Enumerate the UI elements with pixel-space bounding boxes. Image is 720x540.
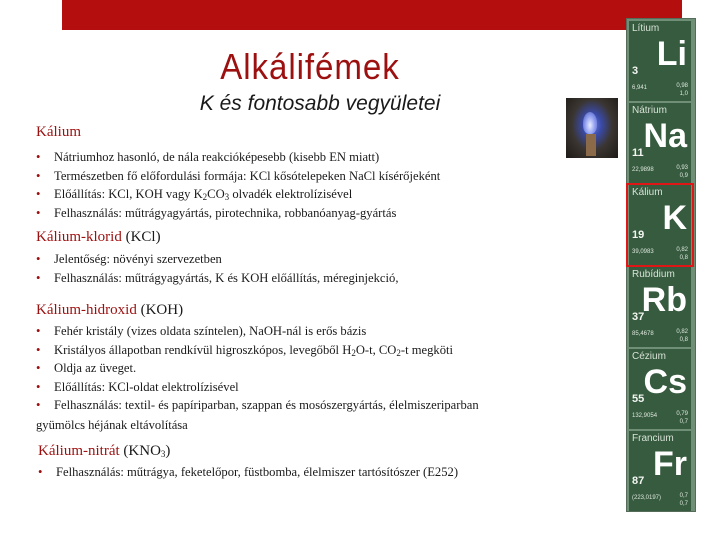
list-item: • Előállítás: KCl-oldat elektrolízisével xyxy=(36,379,239,394)
list-item: • Fehér kristály (vizes oldata színtelen), NaOH-nál is erős bázis xyxy=(36,324,367,338)
list-item: • Természetben fő előfordulási formája: KCl kősótelepeken NaCl kísérőjeként xyxy=(36,168,441,183)
kcl-heading: Kálium-klorid (KCl) xyxy=(36,229,161,245)
list-item: • Felhasználás: műtrágyagyártás, K és KOH előállítás, méreginjekció, xyxy=(36,270,399,285)
list-item: • Felhasználás: műtrágyagyártás, pirotechnika, robbanóanyag-gyártás xyxy=(36,205,397,220)
kalium-highlight-frame xyxy=(626,183,694,267)
flame-icon xyxy=(583,112,597,134)
top-banner xyxy=(62,0,682,30)
kcl-list xyxy=(36,250,398,287)
list-item: • Kristályos állapotban rendkívül higroszkópos, levegőből $H_2O-t$, $CO_2-t$ megköti xyxy=(36,342,454,358)
element-cell-rb: Rubídium Rb 37 85,4678 0,82 0,8 xyxy=(629,267,691,347)
kno3-heading: Kálium-nitrát $(KNO_3)$ xyxy=(38,443,171,459)
list-item: • Jelentőség: növényi szervezetben xyxy=(36,252,222,266)
element-cell-na: Nátrium Na 11 22,9898 0,93 0,9 xyxy=(629,103,691,183)
list-item: • Oldja az üveget. xyxy=(36,361,137,376)
element-cell-fr: Francium Fr 87 (223,0197) 0,7 0,7 xyxy=(629,431,691,511)
koh-list xyxy=(36,322,479,415)
element-cell-k: Kálium K 19 39,0983 0,82 0,8 xyxy=(629,185,691,265)
list-item: • Felhasználás: műtrágya, feketelőpor, füstbomba, élelmiszer tartósítószer (E252) xyxy=(38,465,459,479)
element-cell-li: Lítium Li 3 6,941 0,98 1,0 xyxy=(629,21,691,101)
list-item: • Előállítás: KCl, KOH vagy $K_2CO_3$ olvadék elektrolízisével xyxy=(36,187,353,203)
koh-heading: Kálium-hidroxid (KOH) xyxy=(36,302,184,318)
burner-icon xyxy=(586,134,596,156)
list-item: • Nátriumhoz hasonló, de nála reakcióképesebb (kisebb EN miatt) xyxy=(36,150,380,164)
kalium-list xyxy=(36,148,440,222)
list-item: • Felhasználás: textil- és papíriparban, szappan és mosószergyártás, élelmiszeriparban xyxy=(36,398,479,413)
element-cell-cs: Cézium Cs 55 132,9054 0,79 0,7 xyxy=(629,349,691,429)
slide-subtitle: K és fontosabb vegyületei xyxy=(199,92,441,115)
kno3-list xyxy=(38,463,458,482)
slide-title: Alkálifémek xyxy=(220,46,400,87)
flame-test-photo xyxy=(566,98,618,158)
kalium-heading: Kálium xyxy=(36,124,81,140)
koh-list-continuation: gyümölcs héjának eltávolítása xyxy=(36,418,188,432)
